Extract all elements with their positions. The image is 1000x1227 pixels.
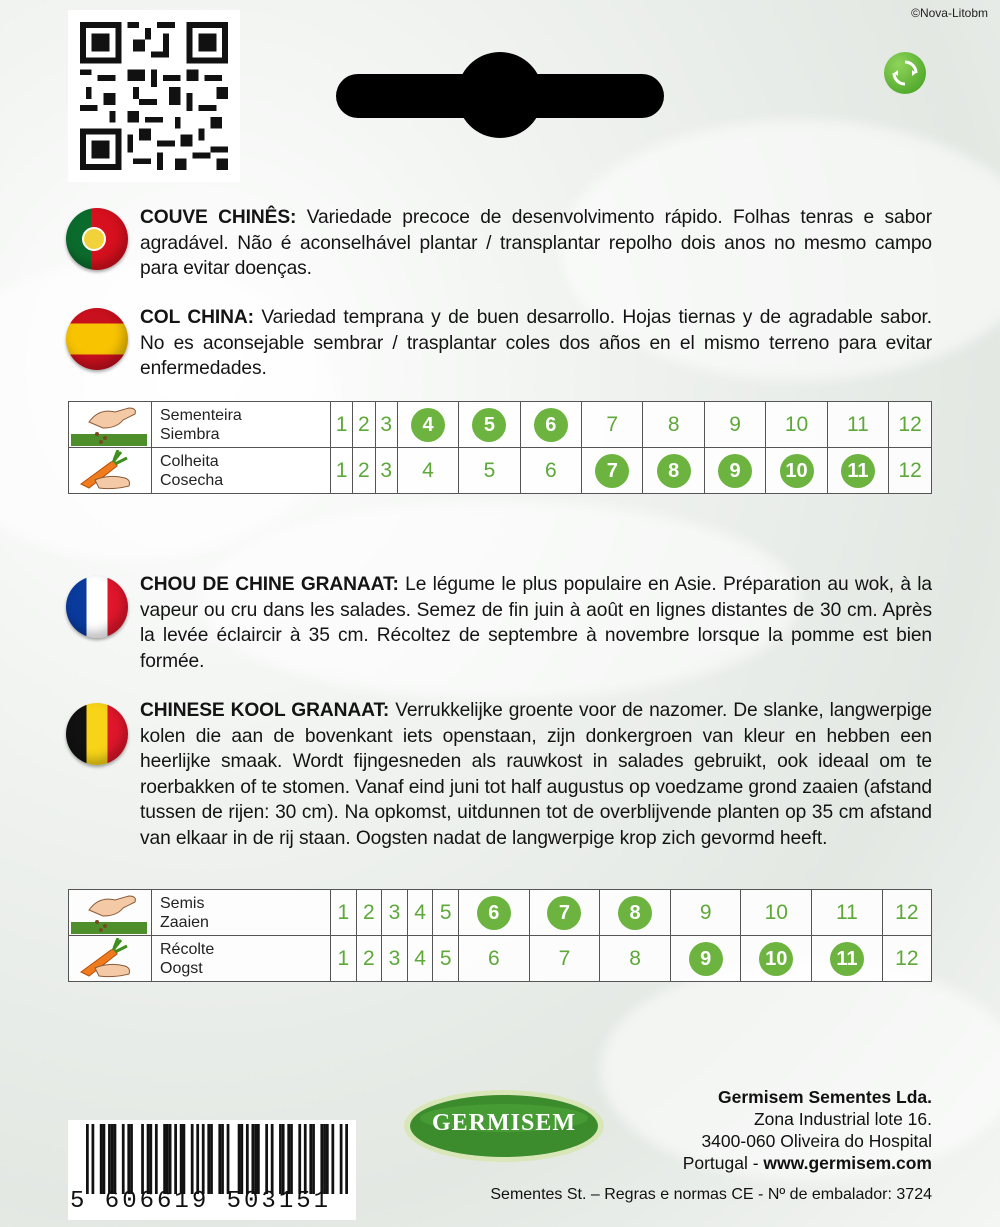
france-flag-icon — [66, 576, 128, 638]
harvest-label: Récolte Oogst — [152, 936, 331, 982]
barcode-bar — [196, 1124, 199, 1194]
barcode-bar — [227, 1124, 230, 1194]
barcode-bar — [174, 1124, 177, 1194]
month-number: 5 — [439, 946, 452, 970]
month-cell — [582, 448, 643, 494]
barcode-bar — [207, 1124, 210, 1194]
barcode-bar — [92, 1124, 95, 1194]
month-number: 7 — [547, 896, 581, 930]
month-cell — [331, 402, 353, 448]
month-number: 2 — [363, 900, 375, 924]
month-number: 6 — [534, 408, 568, 442]
barcode-bar — [271, 1124, 274, 1194]
month-number: 1 — [335, 458, 348, 482]
barcode-bar — [130, 1124, 133, 1194]
barcode-bar — [309, 1124, 312, 1194]
month-number: 4 — [414, 946, 426, 970]
barcode-bar — [238, 1124, 241, 1194]
month-cell — [459, 402, 520, 448]
month-number: 3 — [380, 458, 392, 482]
harvest-row — [69, 448, 932, 494]
month-cell — [582, 402, 643, 448]
month-cell — [520, 448, 581, 494]
sowing-row — [69, 402, 932, 448]
month-number: 2 — [358, 412, 370, 436]
copyright-text: ©Nova-Litobm — [911, 6, 988, 20]
barcode-bar — [147, 1124, 150, 1194]
month-number: 10 — [780, 454, 814, 488]
barcode-bar — [326, 1124, 329, 1194]
description-portuguese: COUVE CHINÊS: Variedade precoce de desenvolvimento rápido. Folhas tenras e sabor agradável. Não é aconselhável plantar / transplantar repolho dois anos no mesmo campo para evitar doenças. — [140, 207, 932, 280]
barcode-bar — [254, 1124, 257, 1194]
barcode-bar — [155, 1124, 158, 1194]
barcode-bar — [265, 1124, 268, 1194]
month-cell — [529, 936, 600, 982]
month-number: 11 — [847, 412, 869, 436]
sowing-label: Semis Zaaien — [152, 890, 331, 936]
month-number: 10 — [784, 412, 809, 436]
barcode-bar — [304, 1124, 307, 1194]
hand-sowing-seeds-icon — [69, 890, 152, 936]
barcode-bar — [202, 1124, 205, 1194]
harvest-label: Colheita Cosecha — [152, 448, 331, 494]
month-cell — [766, 448, 827, 494]
spain-flag-icon — [66, 308, 128, 370]
barcode-bar — [312, 1124, 315, 1194]
address-line: 3400-060 Oliveira do Hospital — [701, 1131, 932, 1151]
month-cell — [643, 448, 704, 494]
month-number: 9 — [689, 942, 723, 976]
hanger-slot — [336, 52, 664, 138]
barcode-bar — [279, 1124, 282, 1194]
month-number: 8 — [629, 946, 641, 970]
month-cell — [382, 890, 408, 936]
month-number: 8 — [657, 454, 691, 488]
barcode-bar — [251, 1124, 254, 1194]
barcode-bar — [183, 1124, 186, 1194]
barcode-bar — [86, 1124, 89, 1194]
barcode-bar — [246, 1124, 249, 1194]
month-cell — [375, 448, 397, 494]
month-number: 10 — [759, 942, 793, 976]
month-cell — [458, 890, 529, 936]
barcode-bar — [191, 1124, 194, 1194]
month-cell — [889, 448, 932, 494]
barcode-bar — [340, 1124, 343, 1194]
barcode-bar — [122, 1124, 125, 1194]
barcode-bar — [169, 1124, 172, 1194]
month-cell — [397, 448, 458, 494]
barcode-bar — [221, 1124, 224, 1194]
barcode-bar — [320, 1124, 323, 1194]
month-number: 8 — [667, 412, 680, 436]
month-number: 4 — [414, 900, 426, 924]
month-number: 8 — [618, 896, 652, 930]
month-number: 9 — [699, 900, 712, 924]
barcode-bar — [257, 1124, 260, 1194]
description-dutch: CHINESE KOOL GRANAAT: Verrukkelijke groente voor de nazomer. De slanke, langwerpige kolen die aan de bovenkant iets openstaan, zijn donkergroen van kleur en hebben een heerlijke smaak. Wordt fijngesneden als rauwkost in salades gebruikt, ook ideaal om te roerbakken of te stomen. Vanaf eind juni tot half augustus op voedzame grond zaaien (afstand tussen de rijen: 30 cm). Na opkomst, uitdunnen tot de overblijvende planten op 35 cm afstand van elkaar in de rij staan. Oogsten nadat de langwerpige krop zich gevormd heeft. — [140, 700, 933, 849]
month-cell — [382, 936, 408, 982]
month-cell — [433, 936, 459, 982]
sowing-label: Sementeira Siembra — [152, 402, 331, 448]
barcode-bar — [180, 1124, 183, 1194]
belgium-flag-icon — [66, 703, 128, 765]
month-number: 5 — [483, 458, 496, 482]
month-cell — [643, 402, 704, 448]
month-number: 3 — [388, 900, 401, 924]
green-dot-recycle-icon — [884, 52, 926, 94]
month-cell — [356, 936, 382, 982]
month-number: 7 — [558, 946, 571, 970]
website-link[interactable]: www.germisem.com — [763, 1153, 932, 1173]
month-cell — [600, 890, 671, 936]
barcode-bar — [218, 1124, 221, 1194]
barcode-bar — [149, 1124, 152, 1194]
germisem-logo — [402, 1088, 606, 1164]
barcode-bar — [331, 1124, 334, 1194]
month-number: 7 — [595, 454, 629, 488]
month-cell — [331, 448, 353, 494]
barcode-bar — [108, 1124, 111, 1194]
logo-text: GERMISEM — [431, 1110, 576, 1136]
month-cell — [741, 890, 812, 936]
barcode-bar — [298, 1124, 301, 1194]
month-number: 4 — [411, 408, 445, 442]
barcode-bar — [114, 1124, 117, 1194]
month-cell — [331, 936, 357, 982]
barcode-bar — [287, 1124, 290, 1194]
sowing-row — [69, 890, 932, 936]
month-cell — [889, 402, 932, 448]
barcode-bar — [240, 1124, 243, 1194]
month-number: 11 — [841, 454, 875, 488]
month-number: 6 — [477, 896, 511, 930]
barcode-bar — [166, 1124, 169, 1194]
month-cell — [827, 448, 888, 494]
month-number: 7 — [606, 412, 619, 436]
month-number: 11 — [836, 900, 858, 924]
qr-code[interactable] — [68, 10, 240, 182]
month-number: 11 — [830, 942, 864, 976]
month-cell — [812, 890, 883, 936]
company-address — [683, 1086, 932, 1174]
month-cell — [407, 936, 433, 982]
month-cell — [704, 448, 765, 494]
barcode-bar — [345, 1124, 348, 1194]
month-number: 9 — [718, 454, 752, 488]
hand-sowing-seeds-icon — [69, 402, 152, 448]
month-number: 9 — [729, 412, 741, 436]
month-number: 12 — [898, 458, 922, 482]
month-cell — [812, 936, 883, 982]
month-cell — [529, 890, 600, 936]
hand-holding-carrot-icon — [69, 448, 152, 494]
month-cell — [600, 936, 671, 982]
month-cell — [704, 402, 765, 448]
description-french: CHOU DE CHINE GRANAAT: Le légume le plus populaire en Asie. Préparation au wok, à la vapeur ou cru dans les salades. Semez de fin juin à août en lignes distantes de 30 cm. Après la levée éclaircir à 35 cm. Récoltez de septembre à novembre lorsque la pomme est bien formée. — [140, 574, 932, 672]
barcode-number: 5 606619 503151 — [70, 1188, 332, 1215]
barcode-bar — [111, 1124, 114, 1194]
month-cell — [375, 402, 397, 448]
month-number: 6 — [487, 946, 500, 970]
month-cell — [766, 402, 827, 448]
address-line: Portugal - www.germisem.com — [682, 1153, 932, 1173]
month-number: 2 — [358, 458, 370, 482]
barcode-bar — [282, 1124, 285, 1194]
address-line: Zona Industrial lote 16. — [753, 1109, 932, 1129]
month-cell — [397, 402, 458, 448]
planting-calendar-fr-nl — [68, 889, 932, 982]
month-cell — [520, 402, 581, 448]
month-cell — [353, 402, 375, 448]
month-number: 1 — [337, 900, 350, 924]
month-number: 3 — [388, 946, 401, 970]
regulatory-footer: Sementes St. – Regras e normas CE - Nº de embalador: 3724 — [490, 1186, 932, 1203]
month-cell — [827, 402, 888, 448]
description-spanish: COL CHINA: Variedad temprana y de buen desarrollo. Hojas tiernas y de agradable sabor. No es aconsejable sembrar / trasplantar coles dos años en el mismo terreno para evitar enfermedades. — [140, 307, 932, 380]
barcode-bar — [210, 1124, 213, 1194]
month-number: 5 — [472, 408, 506, 442]
month-number: 3 — [380, 412, 392, 436]
portugal-flag-icon — [66, 208, 128, 270]
month-cell — [353, 448, 375, 494]
barcode-bar — [290, 1124, 293, 1194]
barcode — [68, 1120, 356, 1220]
hand-holding-carrot-icon — [69, 936, 152, 982]
company-name: Germisem Sementes Lda. — [718, 1087, 932, 1107]
month-number: 2 — [363, 946, 375, 970]
barcode-bar — [163, 1124, 166, 1194]
month-number: 12 — [895, 946, 919, 970]
month-number: 12 — [895, 900, 919, 924]
month-cell — [331, 890, 357, 936]
month-cell — [741, 936, 812, 982]
month-number: 4 — [422, 458, 434, 482]
barcode-bar — [100, 1124, 103, 1194]
month-cell — [433, 890, 459, 936]
barcode-bar — [323, 1124, 326, 1194]
month-number: 1 — [337, 946, 350, 970]
month-number: 6 — [545, 458, 557, 482]
month-cell — [670, 936, 741, 982]
barcode-bar — [103, 1124, 106, 1194]
barcode-bars — [86, 1124, 348, 1194]
month-cell — [356, 890, 382, 936]
harvest-row — [69, 936, 932, 982]
month-cell — [670, 890, 741, 936]
month-cell — [459, 448, 520, 494]
month-number: 10 — [764, 900, 788, 924]
month-cell — [458, 936, 529, 982]
month-cell — [407, 890, 433, 936]
planting-calendar-pt-es — [68, 401, 932, 494]
month-cell — [882, 936, 931, 982]
month-number: 1 — [335, 412, 348, 436]
barcode-bar — [141, 1124, 144, 1194]
barcode-bar — [127, 1124, 130, 1194]
month-number: 5 — [439, 900, 452, 924]
month-number: 12 — [898, 412, 922, 436]
month-cell — [882, 890, 931, 936]
